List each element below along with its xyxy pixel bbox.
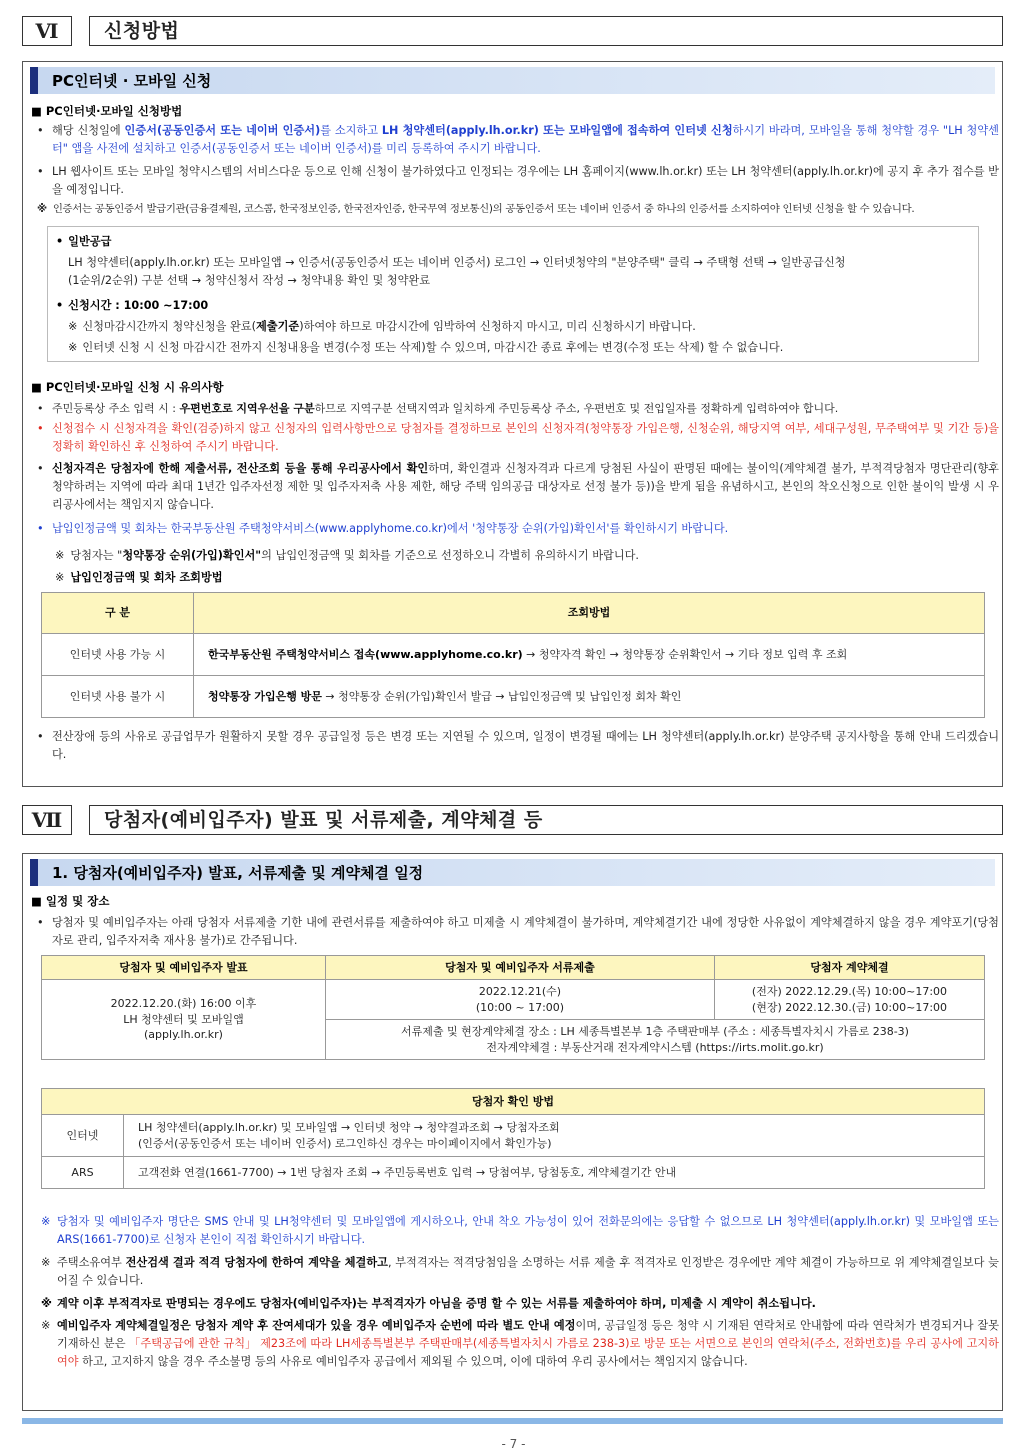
certificate-note [37, 201, 999, 218]
deposit-lookup-title-text: 납입인정금액 및 회차 조회방법 [70, 571, 223, 584]
winner-check-ars-label: ARS [42, 1157, 124, 1189]
lookup-row-internet-ok-method [194, 634, 985, 676]
housing-check-a: 주택소유여부 [57, 1256, 126, 1269]
online-application-box [22, 61, 1003, 787]
schedule-location-cell [326, 1020, 985, 1060]
caution-address [37, 400, 999, 418]
housing-check-c: , 부적격자는 적격당첨임을 소명하는 서류 제출 후 적격자로 인정받은 경우에만 계약 체결이 가능하므로 위 계약체결일보다 늦어질 수 있습니다. [57, 1256, 999, 1287]
lookup-internet-no-bold: 청약통장 가입은행 방문 [208, 689, 322, 703]
section-7-number: Ⅶ [22, 805, 72, 835]
lookup-row-internet-no-method [194, 676, 985, 718]
note-marker-icon: ※ [55, 571, 65, 584]
schedule-documents-cell [326, 980, 715, 1020]
application-method-para-1 [37, 122, 999, 158]
caution-address-b: 우편번호로 지역우선을 구분 [179, 402, 315, 415]
schedule-contract-cell [715, 980, 985, 1020]
application-method-subtitle: ■ PC인터넷·모바일 신청방법 [31, 102, 182, 120]
caution-eligibility-check: • 신청접수 시 신청자격을 확인(검증)하지 않고 신청자의 입력사항만으로 당첨자를 결정하므로 본인의 신청자격(청약통장 가입은행, 신청순위, 해당지역 여부, 세대구성원, 무주택여부 및 기간 등)을 정확히 확인하신 후 신청하여 주시기 바랍니다. [37, 420, 999, 456]
winner-schedule-bar: 1. 당첨자(예비입주자) 발표, 서류제출 및 계약체결 일정 [30, 859, 995, 886]
announce-url: (apply.lh.or.kr) [144, 1028, 223, 1042]
certificate-note-text: 인증서는 공동인증서 발급기관(금융결제원, 코스콤, 한국정보인증, 한국전자인증, 한국무역 정보통신)의 공동인증서 또는 네이버 인증서 중 하나의 인증서를 소지하여야 인터넷 신청을 할 수 있습니다. [52, 203, 915, 215]
selection-note-b: 청약통장 순위(가입)확인서" [122, 549, 262, 562]
online-application-bar: PC인터넷 · 모바일 신청 [30, 67, 995, 94]
lookup-row-internet-ok: 인터넷 사용 가능 시 [42, 634, 194, 676]
section-6-title: 신청방법 [89, 16, 1003, 46]
note-marker-icon: ※ [55, 549, 65, 562]
schedule-header-contract: 당첨자 계약체결 [715, 956, 985, 980]
schedule-table [41, 955, 985, 1060]
application-steps-box [47, 226, 979, 362]
winner-check-internet-method [124, 1115, 985, 1157]
deposit-lookup-title [55, 569, 995, 587]
verify-text-b: 하며, 확인결과 신청자격과 다르게 당첨된 사실이 판명된 때에는 불이익(계약체결 불가, 부적격당첨자 명단관리(향후 청약하려는 지역에 따라 최대 1년간 입주자선정 제한 및 입주자저축 사용 제한, 해당 주택 임의공급 대상자로 선정 불가 등))을 받게 됨을 유념하시고, 본인의 착오신청으로 인한 불이익 발생 시 우리공사에서는 책임지지 않습니다. [52, 462, 999, 511]
lookup-row-internet-no: 인터넷 사용 불가 시 [42, 676, 194, 718]
cautions-subtitle: ■ PC인터넷·모바일 신청 시 유의사항 [31, 378, 224, 396]
schedule-place-subtitle: ■ 일정 및 장소 [31, 892, 109, 910]
announce-date: 2022.12.20.(화) 16:00 이후 [110, 996, 257, 1010]
schedule-header-documents: 당첨자 및 예비입주자 서류제출 [326, 956, 715, 980]
deadline-note-c: )하여야 하므로 마감시간에 임박하여 신청하지 마시고, 미리 신청하시기 바랍니다. [299, 320, 696, 333]
section-6-header [22, 16, 1003, 46]
schedule-intro: • 당첨자 및 예비입주자는 아래 당첨자 서류제출 기한 내에 관련서류를 제출하여야 하고 미제출 시 계약체결이 불가하며, 계약체결기간 내에 정당한 사유없이 계약체결하지 않을 경우 계약포기(당첨자로 관리, 입주자저축 재사용 불가)로 간주됩니다. [37, 914, 999, 950]
note-winner-list: ※ 당첨자 및 예비입주자 명단은 SMS 안내 및 LH청약센터 및 모바일앱에 게시하오나, 안내 착오 가능성이 있어 전화문의에는 응답할 수 없으므로 LH 청약센터(apply.lh.or.kr) 및 모바일앱 또는 ARS(1661-7700)로 신청자 본인이 직접 확인하시기 바랍니다. [41, 1213, 999, 1249]
winner-schedule-box [22, 853, 1003, 1411]
verify-text-a: 신청자격은 당첨자에 한해 제출서류, 전산조회 등을 통해 우리공사에서 확인 [52, 462, 429, 475]
lookup-header-method: 조회방법 [194, 593, 985, 634]
note-contract-cancel: ※ 계약 이후 부적격자로 판명되는 경우에도 당첨자(예비입주자)는 부적격자가 아님을 증명 할 수 있는 서류를 제출하여야 하며, 미제출 시 계약이 취소됩니다. [41, 1295, 999, 1313]
p1-text-b: 인증서(공동인증서 또는 네이버 인증서) [124, 124, 321, 137]
general-supply-steps-2: (1순위/2순위) 구분 선택 → 청약신청서 작성 → 청약내용 확인 및 청약완료 [68, 274, 431, 287]
p1-text-e: 하시기 바라며, 모바일을 통해 청약할 경우 "LH 청약센터" 앱을 사전에 설치하고 인증서(공동인증서 또는 네이버 인증서)를 미리 등록하여 주시기 바랍니다. [52, 124, 999, 155]
selection-note-c: 의 납입인정금액 및 회차를 기준으로 선정하오니 각별히 유의하시기 바랍니다. [261, 549, 639, 562]
lookup-internet-no-steps: → 청약통장 순위(가입)확인서 발급 → 납입인정금액 및 납입인정 회차 확인 [321, 689, 682, 703]
caution-system-failure: • 전산장애 등의 사유로 공급업무가 원활하지 못할 경우 공급일정 등은 변경 또는 지연될 수 있으며, 일정이 변경될 때에는 LH 청약센터(apply.lh.or.kr) 분양주택 공지사항을 통해 안내 드리겠습니다. [37, 728, 999, 764]
lookup-internet-ok-bold: 한국부동산원 주택청약서비스 접속(www.applyhome.co.kr) [208, 647, 523, 661]
winner-check-header: 당첨자 확인 방법 [42, 1089, 985, 1115]
reserve-contract-d: 하고, 고지하지 않을 경우 주소불명 등의 사유로 예비입주자 공급에서 제외될 수 있으며, 이에 대하여 우리 공사에서는 책임지지 않습니다. [78, 1354, 748, 1368]
application-method-para-2: • LH 웹사이트 또는 모바일 청약시스템의 서비스다운 등으로 인해 신청이 불가하였다고 인정되는 경우에는 LH 홈페이지(www.lh.or.kr) 또는 LH 청약센터(apply.lh.or.kr)에 공지 후 추가 접수를 받을 예정입니다. [37, 163, 999, 199]
internet-method-line-1: LH 청약센터(apply.lh.or.kr) 및 모바일앱 → 인터넷 청약 → 청약결과조회 → 당첨자조회 [138, 1120, 560, 1134]
section-7-header [22, 805, 1003, 835]
note-reserve-contract [41, 1317, 999, 1371]
deposit-lookup-table [41, 592, 985, 718]
selection-note-a: 당첨자는 " [70, 549, 123, 562]
documents-time: (10:00 ~ 17:00) [475, 1000, 565, 1014]
caution-eligibility-verify [37, 460, 999, 514]
application-edit-note: ※ 인터넷 신청 시 신청 마감시간 전까지 신청내용을 변경(수정 또는 삭제)할 수 있으며, 마감시간 종료 후에는 변경(수정 또는 삭제) 할 수 없습니다. [68, 339, 968, 357]
deadline-note-b: 제출기준 [255, 320, 300, 333]
contract-onsite: (현장) 2022.12.30.(금) 10:00~17:00 [751, 1000, 948, 1014]
caution-deposit-check: • 납입인정금액 및 회차는 한국부동산원 주택청약서비스(www.applyhome.co.kr)에서 '청약통장 순위(가입)확인서'를 확인하시기 바랍니다. [37, 520, 999, 538]
bottom-rule [22, 1418, 1003, 1424]
winner-check-internet-label: 인터넷 [42, 1115, 124, 1157]
reserve-contract-a: 예비입주자 계약체결일정은 당첨자 계약 후 잔여세대가 있을 경우 예비입주자 순번에 따라 별도 안내 예정 [57, 1319, 576, 1332]
winner-check-table [41, 1088, 985, 1189]
page-number: - 7 - [501, 1437, 526, 1451]
note-marker-icon: ※ [37, 203, 47, 215]
section-7-title: 당첨자(예비입주자) 발표 및 서류제출, 계약체결 등 [89, 805, 1003, 835]
application-deadline-note [68, 318, 968, 336]
contract-electronic: (전자) 2022.12.29.(목) 10:00~17:00 [751, 985, 948, 999]
announce-place: LH 청약센터 및 모바일앱 [123, 1012, 244, 1026]
note-housing-check [41, 1254, 999, 1290]
documents-date: 2022.12.21(수) [478, 985, 562, 999]
winner-check-ars-method: 고객전화 연결(1661-7700) → 1번 당첨자 조회 → 주민등록번호 입력 → 당첨여부, 당첨동호, 계약체결기간 안내 [124, 1157, 985, 1189]
housing-check-b: 전산검색 결과 적격 당첨자에 한하여 계약을 체결하고 [125, 1256, 388, 1269]
schedule-announce-cell [42, 980, 326, 1060]
location-electronic: 전자계약체결 : 부동산거래 전자계약시스템 (https://irts.molit.go.kr) [486, 1040, 824, 1054]
application-hours-title: • 신청시간 : 10:00 ~17:00 [56, 297, 208, 315]
lookup-header-category: 구 분 [42, 593, 194, 634]
reserve-contract-c: 「주택공급에 관한 규칙」 제23조에 따라 LH세종특별본부 주택판매부(세종특별자치시 가름로 238-3)로 방문 또는 서면으로 본인의 연락처(주소, 전화번호)를 우리 공사에 고지하여야 [57, 1336, 999, 1368]
p1-text-d: LH 청약센터(apply.lh.or.kr) 또는 모바일앱에 접속하여 인터넷 신청 [381, 124, 733, 137]
deadline-note-a: 신청마감시간까지 청약신청을 완료( [82, 320, 256, 333]
p1-text-c: 를 소지하고 [320, 124, 382, 137]
internet-method-line-2: (인증서(공동인증서 또는 네이버 인증서) 로그인하신 경우는 마이페이지에서 확인가능) [138, 1136, 552, 1150]
caution-address-a: 주민등록상 주소 입력 시 : [52, 402, 180, 415]
schedule-header-announce: 당첨자 및 예비입주자 발표 [42, 956, 326, 980]
caution-selection-note [55, 547, 995, 565]
lookup-internet-ok-steps: → 청약자격 확인 → 청약통장 순위확인서 → 기타 정보 입력 후 조회 [522, 647, 848, 661]
general-supply-steps-1: LH 청약센터(apply.lh.or.kr) 또는 모바일앱 → 인증서(공동인증서 또는 네이버 인증서) 로그인 → 인터넷청약의 "분양주택" 클릭 → 주택형 선택 → 일반공급신청 [68, 256, 846, 269]
reserve-contract-b: 이며, 공급일정 등은 청약 시 기재된 연락처로 안내함에 따라 연락처가 변경되거나 잘못 기재하신 분은 [57, 1319, 999, 1350]
location-onsite: 서류제출 및 현장계약체결 장소 : LH 세종특별본부 1층 주택판매부 (주소 : 세종특별자치시 가름로 238-3) [401, 1024, 909, 1038]
section-6-number: Ⅵ [22, 16, 72, 46]
general-supply-title: • 일반공급 [56, 233, 111, 251]
p1-text-a: 해당 신청일에 [52, 124, 125, 137]
caution-address-c: 하므로 지역구분 선택지역과 일치하게 주민등록상 주소, 우편번호 및 전입일자를 정확하게 입력하여야 합니다. [314, 402, 839, 415]
